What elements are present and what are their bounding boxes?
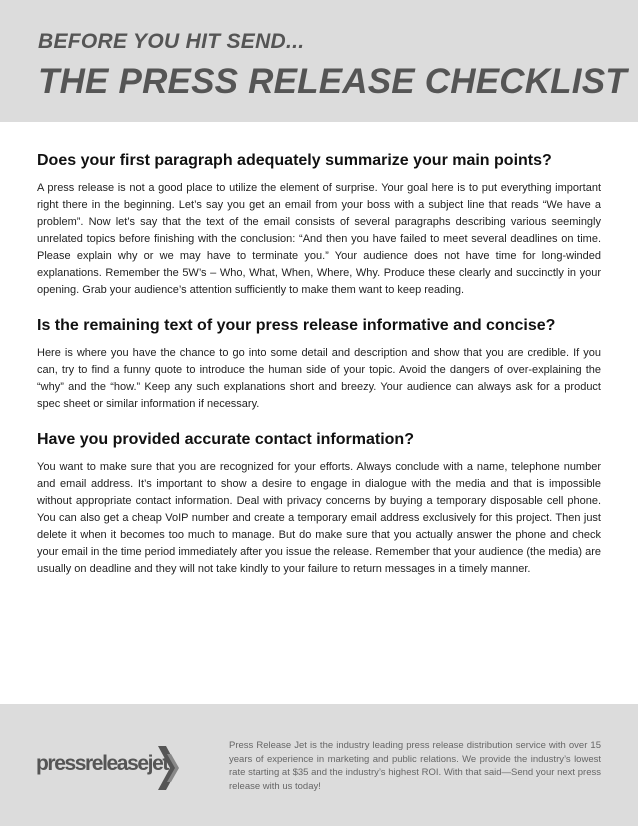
header-kicker: BEFORE YOU HIT SEND... <box>38 30 305 53</box>
brand-logo <box>36 744 186 792</box>
company-blurb: Press Release Jet is the industry leading press release distribution service with over 15 years of experience in marketing and public relations. We provide the industry’s lowest rate starting at $35 and the industry’s highest ROI. With that said—Send your next press release with us today! <box>229 740 601 792</box>
checklist-section <box>37 317 601 413</box>
section-heading: Is the remaining text of your press release informative and concise? <box>37 317 556 334</box>
checklist-section <box>37 152 601 299</box>
footer-banner <box>0 704 638 826</box>
checklist-section <box>37 431 601 578</box>
section-body: Here is where you have the chance to go into some detail and description and show that you are credible. If you can, try to find a funny quote to introduce the human side of your topic. Avoid the dangers of over-explaining the “why” and the “how.” Keep any such explanations short and breezy. Your audience can always ask for a product spec sheet or similar information if necessary. <box>37 347 601 410</box>
checklist-content <box>37 152 601 578</box>
section-heading: Does your first paragraph adequately summarize your main points? <box>37 152 552 169</box>
logo-wordmark: pressreleasejet <box>36 752 168 775</box>
header-banner <box>0 0 638 122</box>
section-heading: Have you provided accurate contact information? <box>37 431 414 448</box>
chevron-arrow-icon <box>158 744 182 792</box>
section-body: A press release is not a good place to utilize the element of surprise. Your goal here is to put everything important right there in the beginning. Let’s say you get an email from your boss with a subject line that reads “We have a problem”. Now let’s say that the text of the email consists of several paragraphs describing various seemingly unrelated topics before finishing with the conclusion: “And then you have failed to meet several deadlines on time. Please explain why or we may have to terminate you.” Your audience does not have time for long-winded explanations. Remember the 5W’s – Who, What, When, Where, Why. Produce these clearly and succinctly in your opening. Grab your audience’s attention sufficiently to make them want to keep reading. <box>37 182 601 296</box>
section-body: You want to make sure that you are recognized for your efforts. Always conclude with a name, telephone number and email address. It’s important to show a desire to engage in dialogue with the media and that is impossible without appropriate contact information. Deal with privacy concerns by buying a temporary disposable cell phone. You can also get a cheap VoIP number and create a temporary email address exclusively for this project. Then just delete it when it becomes too much to manage. But do make sure that you actually answer the phone and check your email in the time period immediately after you issue the release. Remember that your audience (the media) are usually on deadline and they will not take kindly to your failure to return messages in a timely manner. <box>37 461 601 575</box>
page-title: THE PRESS RELEASE CHECKLIST <box>38 62 627 101</box>
